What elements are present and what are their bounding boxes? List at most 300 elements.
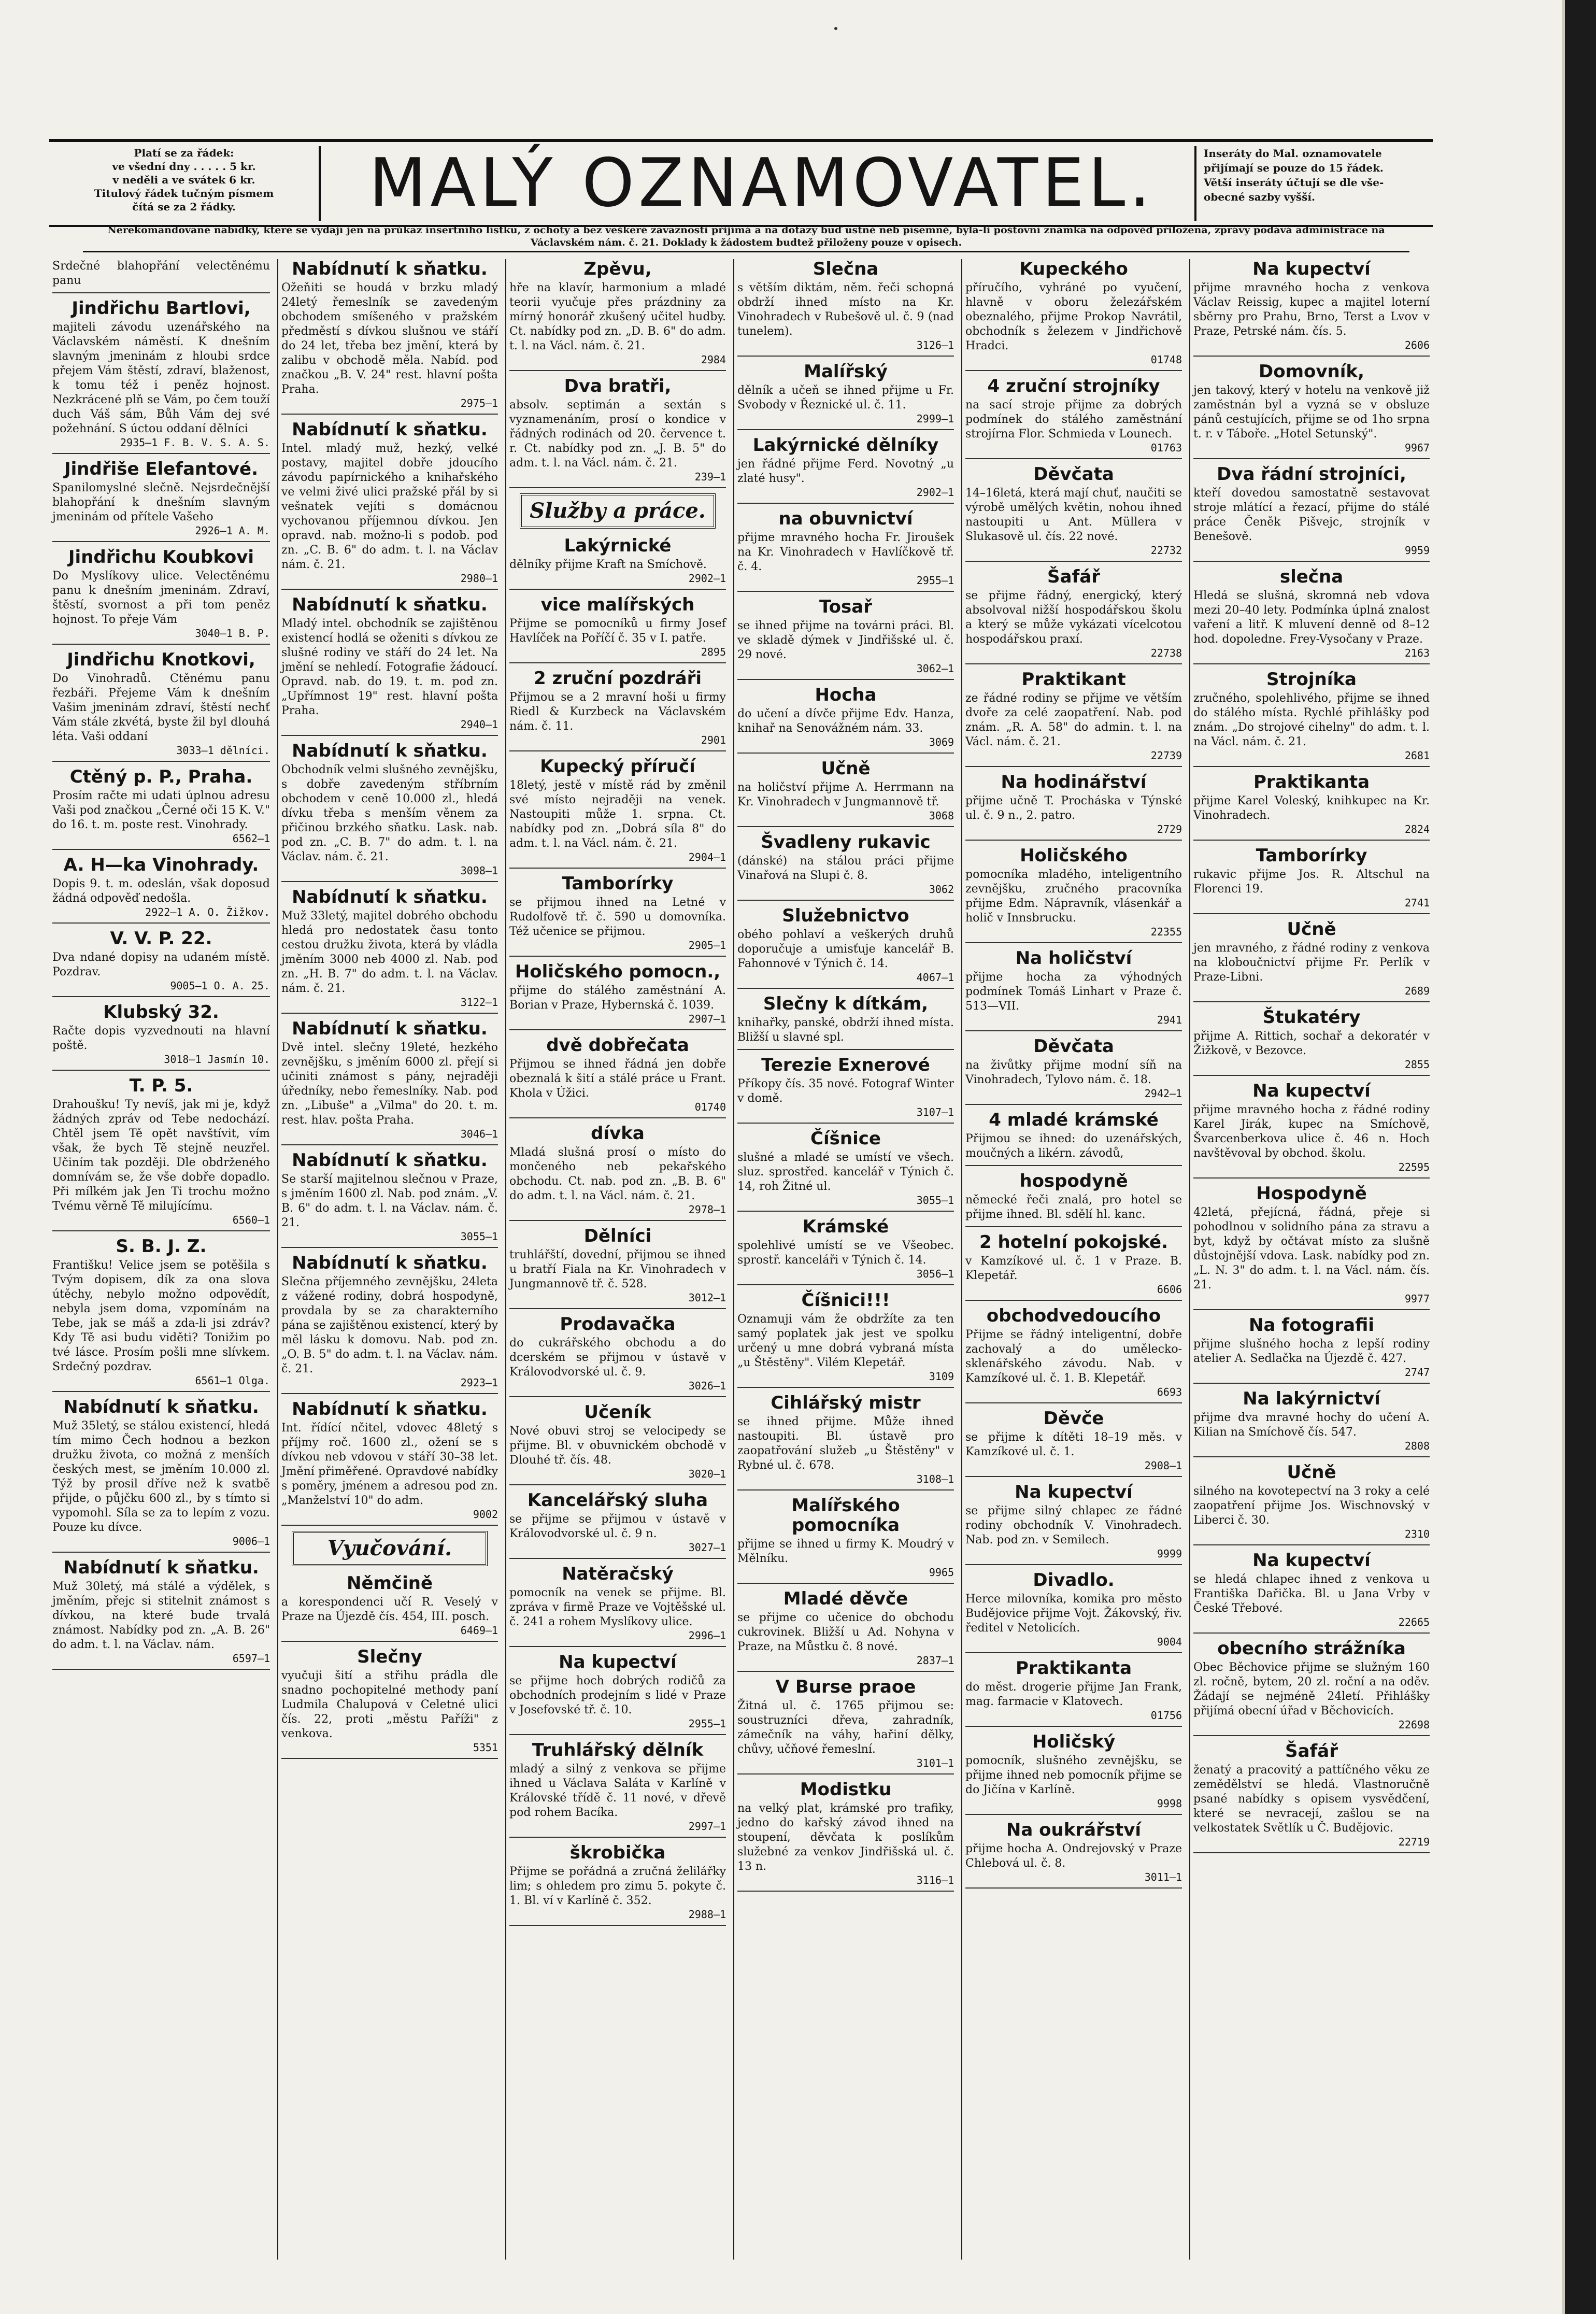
classified-ad	[509, 1740, 726, 1838]
ad-body: Oznamuji vám že obdržíte za ten samý poplatek jak jest ve spolku určený u mne dobrá vybraná místa „u Štěstěny". Vilém Klepetář.	[737, 1313, 954, 1369]
ad-reference: 3116—1	[916, 1874, 954, 1886]
ad-body: přijme slušného hocha z lepší rodiny atelier A. Sedlačka na Újezdě č. 427.	[1193, 1338, 1430, 1365]
ad-headline: Klubský 32.	[103, 1002, 219, 1023]
classified-ad	[509, 1402, 726, 1485]
ad-body: příručího, vyhráné po vyučení, hlavně v oboru železářském obeznalého, přijme Prokop Navrátil, obchodník s železem v Jindřichově Hradci.	[965, 281, 1182, 352]
masthead-conditions	[1194, 146, 1433, 221]
classified-ad	[509, 1035, 726, 1118]
ad-body: pomocníka mladého, inteligentního zevnějšku, zručného pracovníka přijme Edm. Nápravník, vlásenkář a holič v Innsbrucku.	[965, 868, 1182, 925]
classified-ad	[52, 1076, 270, 1231]
classified-ad	[52, 855, 270, 924]
ad-headline: Tamborírky	[1256, 845, 1367, 866]
ad-reference: 9004	[1157, 1636, 1182, 1648]
ad-reference: 3055—1	[460, 1230, 498, 1243]
ad-reference: 2984	[701, 353, 726, 366]
classified-ad	[281, 1019, 498, 1145]
ad-headline: Švadleny rukavic	[761, 832, 931, 853]
ad-headline: Nabídnutí k sňatku.	[292, 1150, 488, 1171]
ad-headline: Ctěný p. P., Praha.	[69, 766, 253, 787]
classified-ad	[965, 772, 1182, 841]
ad-headline: Na fotografii	[1249, 1315, 1374, 1336]
ad-body: rukavic přijme Jos. R. Altschul na Florenci 19.	[1193, 868, 1430, 896]
ad-reference: 2996—1	[688, 1629, 726, 1642]
ad-reference: 2902—1	[916, 486, 954, 499]
ad-reference: 22739	[1150, 749, 1182, 762]
ad-headline: Nabídnutí k sňatku.	[63, 1397, 259, 1417]
ad-body: Nové obuvi stroj se velocipedy se přijme. Bl. v obuvnickém obchodě v Dlouhé tř. čís. 48.	[509, 1425, 726, 1467]
ad-headline: Nabídnutí k sňatku.	[292, 887, 488, 907]
column-2	[277, 259, 501, 2260]
ad-reference: 2980—1	[460, 572, 498, 585]
rate-line: ve všední dny . . . . . 5 kr.	[112, 160, 256, 173]
ad-reference: 9959	[1404, 544, 1430, 557]
classified-ad	[737, 1393, 954, 1490]
ad-headline: Tosař	[819, 597, 872, 617]
classified-ad	[965, 464, 1182, 562]
ad-body: Se starší majitelnou slečnou v Praze, s jměním 1600 zl. Nab. pod znám. „V. B. 6" do adm. t. l. na Václav. nám. č. 21.	[281, 1173, 498, 1229]
ad-headline: Nabídnutí k sňatku.	[292, 1399, 488, 1419]
ad-headline: na obuvnictví	[778, 508, 913, 529]
ad-body: ženatý a pracovitý a pattíčného věku ze zemědělství se hledá. Vlastnoručně psané nabídky s opisem vysvědčení, které se nevracejí, zašlou se na velkostatek Světlík u Č. Budějovic.	[1193, 1764, 1430, 1835]
ad-body: na sací stroje přijme za dobrých podmínek do stálého zaměstnání strojírna Flor. Schmieda v Lounech.	[965, 399, 1182, 441]
ad-headline: obecního strážníka	[1217, 1638, 1406, 1659]
classified-ad	[509, 757, 726, 869]
ad-reference: 2729	[1157, 823, 1182, 835]
classified-ad	[737, 685, 954, 754]
ad-headline: Slečny k dítkám,	[763, 993, 929, 1014]
ad-reference: 01740	[694, 1101, 726, 1113]
ad-headline: Dva řádní strojníci,	[1217, 464, 1406, 485]
ad-headline: Nabídnutí k sňatku.	[292, 1018, 488, 1039]
ad-reference: 2689	[1404, 985, 1430, 997]
ad-headline: V. V. P. 22.	[110, 928, 212, 949]
ad-body: se přijme k dítěti 18–19 měs. v Kamzíkové ul. č. 1.	[965, 1431, 1182, 1458]
ad-reference: 22719	[1398, 1836, 1430, 1848]
classified-ad	[52, 1558, 270, 1670]
ad-headline: Číšnice	[810, 1128, 881, 1149]
ad-headline: Hospodyně	[1256, 1183, 1367, 1204]
ad-reference: 9998	[1157, 1797, 1182, 1810]
classified-ad	[965, 1820, 1182, 1889]
ad-body: s větším diktám, něm. řeči schopná obdrží ihned místo na Kr. Vinohradech v Rubešově ul. č. 9 (nad tunelem).	[737, 281, 954, 338]
classified-ad	[281, 887, 498, 1014]
classified-ad	[509, 1314, 726, 1397]
ad-reference: 01756	[1150, 1709, 1182, 1722]
ad-headline: Nabídnutí k sňatku.	[292, 259, 488, 279]
ad-headline: Služebnictvo	[782, 905, 909, 926]
ad-body: Int. řídící nčitel, vdovec 48letý s příjmy roč. 1600 zl., ožení se s dívkou neb vdovou v stáří 30–38 let. Jmění přiměřené. Opravdové nabídky s poměry, jménem a adresou pod zn. „Manželství 10" do adm.	[281, 1422, 498, 1507]
classified-ad	[737, 1780, 954, 1892]
ad-headline: Děvčata	[1033, 1036, 1114, 1057]
ad-headline: slečna	[1279, 566, 1344, 587]
ad-reference: 6562—1	[232, 832, 270, 845]
ad-body: jen mravného, z řádné rodiny z venkova na kloboučnictví přijme Fr. Perlík v Praze-Libni.	[1193, 942, 1430, 984]
ad-body: 18letý, jestě v místě rád by změnil své místo nejraději na venek. Nastoupiti může 1. srpna. Ct. nabídky pod zn. „Dobrá síla 8" do adm. t. l. na Václ. nám. č. 21.	[509, 779, 726, 850]
ad-headline: Slečny	[357, 1646, 422, 1667]
ad-reference: 3109	[929, 1370, 954, 1383]
section-heading: Služby a práce.	[520, 493, 716, 529]
ad-headline: Lakýrnické dělníky	[752, 435, 939, 456]
ad-headline: Strojníka	[1266, 669, 1357, 690]
ad-reference: 2940—1	[460, 718, 498, 731]
ad-body: přijme Karel Voleský, knihkupec na Kr. Vinohradech.	[1193, 794, 1430, 822]
ad-headline: Šafář	[1285, 1741, 1338, 1762]
ad-body: Prosím račte mi udati úplnou adresu Vaši pod značkou „Černé oči 15 K. V." do 16. t. m. poste rest. Vinohrady.	[52, 789, 270, 831]
ad-reference: 6469—1	[460, 1624, 498, 1637]
classified-ad	[965, 1732, 1182, 1815]
ad-headline: Kancelářský sluha	[527, 1490, 708, 1511]
ad-body: Intel. mladý muž, hezký, velké postavy, majitel dobře jdoucího závodu papírnického a knihařského ve velmi živé ulici pražské přál by si vešnatek vejíti s domácnou vychovanou příjemnou dívkou. Jen opravd. nab. možno-li s podob. pod zn. „C. B. 6" do adm. t. l. na Václav nám. č. 21.	[281, 442, 498, 571]
ad-reference: 22355	[1150, 926, 1182, 938]
classified-ad	[965, 670, 1182, 767]
ad-body: (dánské) na stálou práci přijme Vinařová na Slupi č. 8.	[737, 855, 954, 882]
ad-headline: Malířského pomocníka	[791, 1495, 900, 1536]
ad-reference: 3033—1 dělníci.	[176, 744, 270, 757]
classified-ad	[509, 536, 726, 590]
ad-body: kteří dovedou samostatně sestavovat stroje mlátící a řezací, přijme do stálé práce Čeněk Pišvejc, strojník v Benešově.	[1193, 487, 1430, 543]
classified-columns	[49, 259, 1433, 2260]
ad-body: absolv. septimán a sextán s vyznamenáním, prosí o kondice v řádných rodinách od 20. července t. r. Ct. nabídky pod zn. „J. B. 5" do adm. t. l. na Václ. nám. č. 21.	[509, 399, 726, 470]
ad-headline: 2 hotelní pokojské.	[979, 1232, 1168, 1253]
ad-reference: 2747	[1404, 1366, 1430, 1379]
ad-reference: 9965	[929, 1566, 954, 1579]
classified-ad	[509, 669, 726, 751]
ad-headline: Na lakýrnictví	[1243, 1388, 1380, 1409]
ad-headline: T. P. 5.	[129, 1075, 193, 1096]
classified-ad	[52, 767, 270, 850]
ad-body: Ožeňiti se houdá v brzku mladý 24letý řemeslník se zavedeným obchodem smíšeného v pražském předměstí s dívkou slušnou ve stáří do 24 let, třeba bez jmění, která by zalibu v obchodě měla. Nabíd. pod značkou „B. V. 24" rest. hlavní pošta Praha.	[281, 281, 498, 396]
condition-line: Inseráty do Mal. oznamovatele	[1204, 147, 1382, 160]
ad-reference: 2978—1	[688, 1203, 726, 1216]
ad-body: přijme se ihned u firmy K. Moudrý v Mělníku.	[737, 1538, 954, 1565]
ad-reference: 6561—1 Olga.	[195, 1374, 270, 1387]
ad-headline: dívka	[591, 1123, 645, 1144]
ad-headline: Holičského	[1020, 845, 1128, 866]
ad-reference: 01748	[1150, 353, 1182, 366]
ad-body: jen řádné přijme Ferd. Novotný „u zlaté husy".	[737, 458, 954, 485]
ad-headline: 4 zruční strojníky	[987, 376, 1160, 396]
ad-reference: 2907—1	[688, 1013, 726, 1025]
ad-reference: 2955—1	[916, 574, 954, 587]
ad-reference: 3108—1	[916, 1473, 954, 1485]
ad-reference: 2904—1	[688, 851, 726, 863]
classified-ad	[52, 459, 270, 542]
classified-ad	[965, 1409, 1182, 1477]
ad-body: Herce milovníka, komika pro město Budějovice přijme Vojt. Žákovský, řiv. ředitel v Netolicích.	[965, 1593, 1182, 1635]
ad-body: na živůtky přijme modní síň na Vinohradech, Tylovo nám. č. 18.	[965, 1059, 1182, 1086]
ad-headline: Malířský	[804, 361, 888, 382]
ad-reference: 3046—1	[460, 1128, 498, 1140]
ad-reference: 3018—1 Jasmín 10.	[164, 1053, 270, 1066]
ad-headline: 2 zruční pozdráři	[533, 668, 702, 689]
ad-reference: 22665	[1398, 1616, 1430, 1628]
ad-headline: S. B. J. Z.	[116, 1236, 207, 1257]
ad-headline: Slečna	[813, 259, 879, 279]
classified-ad	[1193, 772, 1430, 841]
ad-reference: 2975—1	[460, 397, 498, 409]
ad-reference: 9967	[1404, 442, 1430, 454]
ad-reference: 2997—1	[688, 1820, 726, 1833]
column-6	[1189, 259, 1433, 2260]
ad-body: vyučuji šití a střihu prádla dle snadno pochopitelné methody paní Ludmila Chalupová v Celetné ulici čís. 22, proti „městu Paříži" z venkova.	[281, 1669, 498, 1740]
ad-reference: 239—1	[694, 471, 726, 483]
ad-body: Přijme se pomocníků u firmy Josef Havlíček na Poříčí č. 35 v I. patře.	[509, 617, 726, 645]
ad-reference: 22738	[1150, 647, 1182, 659]
classified-ad	[509, 376, 726, 488]
classified-ad	[965, 1037, 1182, 1105]
ad-body: přijme hocha A. Ondrejovský v Praze Chlebová ul. č. 8.	[965, 1842, 1182, 1870]
ad-headline: škrobička	[569, 1842, 666, 1863]
ad-reference: 2681	[1404, 749, 1430, 762]
classified-ad	[965, 1570, 1182, 1653]
classified-ad	[1193, 1741, 1430, 1853]
ad-body: Přijmou se ihned: do uzenářských, moučných a likérn. závodů,	[965, 1132, 1182, 1160]
ad-headline: Natěračský	[562, 1564, 674, 1584]
rate-line: čítá se za 2 řádky.	[132, 201, 236, 213]
ad-body: přijme mravného hocha z venkova Václav Reissig, kupec a majitel loterní sběrny pro Prahu, Brno, Terst a Lvov v Praze, Petrské nám. čís. 5.	[1193, 281, 1430, 338]
ad-headline: Jindřichu Knotkovi,	[67, 649, 255, 670]
ad-body: se přijme řádný, energický, který absolvoval nižší hospodářskou školu a který se může vykázati vícelcotou hospodářskou praxí.	[965, 589, 1182, 646]
ad-body: Spanilomyslné slečně. Nejsrdečnější blahopřání k dnešním slavným jmeninám od přítele Vašeho	[52, 481, 270, 523]
ad-reference: 01763	[1150, 442, 1182, 454]
ad-headline: Krámské	[802, 1216, 889, 1237]
ad-headline: Na holičství	[1015, 948, 1132, 969]
masthead-notice: Nerekomandované nabídky, které se vydají jen na průkaz insertního lístku, z ochoty a bez veškeré závaznosti přijímá a na dotazy buď ústně neb písemně, byla-li poštovní známka na odpověď přiložena, zprávy podává administrace na Václavském nám. č. 21. Doklady k žádostem budtež přiloženy pouze v opisech.	[83, 224, 1409, 252]
condition-line: obecné sazby vyšší.	[1204, 191, 1315, 203]
ad-reference: 2922—1 A. O. Žižkov.	[145, 906, 270, 918]
ad-headline: Kupeckého	[1019, 259, 1128, 279]
ad-reference: 9002	[473, 1508, 498, 1521]
ad-headline: Jindřichu Bartlovi,	[72, 298, 251, 319]
ad-headline: Němčině	[346, 1573, 433, 1594]
ad-reference: 6597—1	[232, 1652, 270, 1665]
ad-body: truhlářští, dovední, přijmou se ihned u bratří Fiala na Kr. Vinohradech v Jungmannově tř. č. 528.	[509, 1248, 726, 1290]
ad-body: přijme dva mravné hochy do učení A. Kilian na Smíchově čís. 547.	[1193, 1411, 1430, 1439]
ad-body: Dvě intel. slečny 19leté, hezkého zevnějšku, s jměním 6000 zl. přejí si učiniti známost s pány, nejraději úředníky, nebo řemeslníky. Nab. pod zn. „Libuše" a „Vilma" do 20. t. m. rest. hlav. pošta Praha.	[281, 1041, 498, 1127]
classified-ad	[1193, 1081, 1430, 1179]
ad-headline: Truhlářský dělník	[532, 1740, 704, 1761]
ad-body: Do Myslíkovy ulice. Velectěnému panu k dnešním jmeninám. Zdraví, štěstí, svornost a při tom peněz hojnost. To přeje Vám	[52, 570, 270, 626]
ad-reference: 9006—1	[232, 1535, 270, 1548]
ad-headline: Učně	[821, 758, 871, 779]
classified-ad	[737, 1677, 954, 1774]
ad-body: obého pohlaví a veškerých druhů doporučuje a umisťuje kancelář B. Fahonnové v Týnich č. 14.	[737, 928, 954, 970]
ad-reference: 4067—1	[916, 971, 954, 984]
ad-reference: 2908—1	[1144, 1459, 1182, 1472]
ad-headline: Modistku	[800, 1779, 892, 1800]
classified-ad	[737, 362, 954, 430]
ad-body: do měst. drogerie přijme Jan Frank, mag. farmacie v Klatovech.	[965, 1681, 1182, 1708]
ad-headline: Lakýrnické	[564, 535, 672, 556]
ad-body: 14–16letá, která mají chuť, naučiti se výrobě umělých květin, nohou ihned nastoupiti u Ant. Müllera v Slukasově ul. čís. 22 nové.	[965, 487, 1182, 543]
ad-body: se přijme co učenice do obchodu cukrovinek. Bližší u Ad. Nohyna v Praze, na Můstku č. 8 nové.	[737, 1611, 954, 1653]
classified-ad	[737, 1290, 954, 1388]
ad-reference: 22595	[1398, 1161, 1430, 1173]
ad-reference: 3026—1	[688, 1380, 726, 1392]
ad-headline: Holičský	[1032, 1731, 1116, 1752]
ad-body: dělník a učeň se ihned přijme u Fr. Svobody v Řeznické ul. č. 11.	[737, 384, 954, 411]
classified-ad	[509, 1652, 726, 1735]
ad-reference: 2955—1	[688, 1717, 726, 1730]
ad-reference: 2855	[1404, 1058, 1430, 1071]
ad-reference: 5351	[473, 1741, 498, 1754]
ad-reference: 2606	[1404, 339, 1430, 351]
classified-ad	[737, 832, 954, 901]
ad-body: dělníky přijme Kraft na Smíchově.	[509, 558, 707, 571]
classified-ad	[737, 597, 954, 680]
ad-body: Mladá slušná prosí o místo do mončeného neb pekařského obchodu. Ct. nab. pod zn. „B. B. 6" do adm. t. l. na Václ. nám. č. 21.	[509, 1146, 726, 1202]
classified-ad	[281, 595, 498, 736]
classified-ad	[509, 1124, 726, 1221]
ad-reference: 3062	[929, 883, 954, 896]
ad-body: zručného, spolehlivého, přijme se ihned do stálého místa. Rychlé přihlášky pod znám. „Do strojové cihelny" do adm. t. l. na Václ. nám. č. 21.	[1193, 692, 1430, 748]
classified-ad	[281, 259, 498, 415]
classified-ad	[737, 906, 954, 989]
classified-ad	[509, 874, 726, 957]
column-5	[961, 259, 1185, 2260]
classified-ad	[737, 259, 954, 357]
ad-body: na velký plat, krámské pro trafiky, jedno do kařský závod ihned na stoupení, děvčata k poslíkům služebné za venkov Jindřišská ul. č. 13 n.	[737, 1802, 954, 1873]
ad-reference: 3027—1	[688, 1541, 726, 1554]
ad-body: hře na klavír, harmonium a mladé teorii vyučuje přes prázdniny za mírný honorář zkušený učitel hudby. Ct. nabídky pod zn. „D. B. 6" do adm. t. l. na Václ. nám. č. 21.	[509, 281, 726, 352]
ad-headline: A. H—ka Vinohrady.	[63, 855, 259, 875]
ad-headline: Nabídnutí k sňatku.	[63, 1557, 259, 1578]
classified-ad	[509, 259, 726, 371]
ad-reference: 9999	[1157, 1548, 1182, 1560]
classified-ad	[509, 1843, 726, 1926]
ad-headline: Praktikanta	[1015, 1658, 1132, 1679]
ad-headline: Učně	[1287, 1462, 1336, 1483]
ad-reference: 2808	[1404, 1440, 1430, 1452]
ad-headline: Na hodinářství	[1001, 772, 1147, 792]
ad-body: Františku! Velice jsem se potěšila s Tvým dopisem, dík za ona slova útěchy, nebylo možno odpovědít, nebyla jsem doma, vzpomínám na Tebe, jak se máš a zda-li jsi zdráv? Kdy Tě asi budu viděti? Tonižim po tvé lásce. Prosím pošli mne slívkem. Srdečný pozdrav.	[52, 1259, 270, 1373]
ad-headline: hospodyně	[1019, 1171, 1128, 1191]
classified-ad	[281, 1151, 498, 1248]
classified-ad	[965, 567, 1182, 664]
ad-headline: Dva bratři,	[564, 376, 672, 396]
ad-reference: 2824	[1404, 823, 1430, 835]
ad-headline: Nabídnutí k sňatku.	[292, 1253, 488, 1273]
ad-body: Slečna příjemného zevnějšku, 24leta z vážené rodiny, dobrá hospodyně, provdala by se za charakterního pána se zajištěnou existencí, který by měl lásku k domovu. Nab. pod zn. „O. B. 5" do adm. t. l. na Václav. nám. č. 21.	[281, 1275, 498, 1375]
ad-body: Dva ndané dopisy na udaném místě. Pozdrav.	[52, 951, 270, 978]
ad-body: pomocník, slušného zevnějšku, se přijme ihned neb pomocník přijme se do Jičína v Karlíně.	[965, 1754, 1182, 1796]
ad-reference: 2837—1	[916, 1654, 954, 1667]
classified-ad	[1193, 1315, 1430, 1384]
ad-reference: 2901	[701, 734, 726, 746]
ad-body: se přijmou ihned na Letné v Rudolfově tř. č. 590 u domovníka. Též učenice se přijmou.	[509, 896, 726, 938]
ad-reference: 2902—1	[688, 572, 726, 585]
ad-body: silného na kovotepectví na 3 roky a celé zaopatření přijme Jos. Wischnovský v Liberci č. 30.	[1193, 1485, 1430, 1527]
condition-line: přijímají se pouze do 15 řádek.	[1204, 162, 1384, 174]
rate-line: Platí se za řádek:	[134, 147, 234, 159]
masthead-title: MALÝ OZNAMOVATEL.	[369, 145, 1155, 222]
ad-reference: 2895	[701, 646, 726, 658]
ad-body: knihařky, panské, obdrží ihned místa. Bližší u slavné spl.	[737, 1016, 954, 1044]
ad-reference: 3126—1	[916, 339, 954, 351]
classified-ad	[1193, 846, 1430, 914]
column-4	[733, 259, 957, 2260]
classified-ad	[1193, 1389, 1430, 1457]
column-3	[505, 259, 729, 2260]
ad-body: přijme učně T. Procháska v Týnské ul. č. 9 n., 2. patro.	[965, 794, 1182, 822]
ad-body: Muž 30letý, má stálé a výdělek, s jměním, přejc si stitelnit známost s dívkou, na které bude trvalá známost. Nabídky pod zn. „A. B. 26" do adm. t. l. na Václav. nám.	[52, 1580, 270, 1651]
ad-reference: 22732	[1150, 544, 1182, 557]
ad-reference: 3055—1	[916, 1194, 954, 1206]
ad-reference: 2923—1	[460, 1376, 498, 1389]
ad-reference: 6693	[1157, 1386, 1182, 1398]
column-1	[49, 259, 273, 2260]
ad-headline: Hocha	[815, 685, 877, 705]
classified-ad	[52, 259, 270, 293]
section-heading: Vyučování.	[292, 1531, 488, 1566]
classified-ad	[509, 595, 726, 663]
ad-body: Přijme se pořádná a zručná želilářky lim; s ohledem pro zimu 5. pokyte č. 1. Bl. ví v Karlíně č. 352.	[509, 1865, 726, 1907]
ad-body: přijme mravného hocha Fr. Jiroušek na Kr. Vinohradech v Havlíčkově tř. č. 4.	[737, 531, 954, 573]
ad-headline: Štukatéry	[1262, 1007, 1361, 1028]
classified-ad	[737, 994, 954, 1050]
ad-reference: 3062—1	[916, 662, 954, 675]
classified-ad	[52, 299, 270, 454]
ad-reference: 2905—1	[688, 939, 726, 952]
ad-body: Přijmou se a 2 mravní hoši u firmy Riedl & Kurzbeck na Václavském nám. č. 11.	[509, 691, 726, 733]
ad-body: Srdečné blahopřání velectěnému panu	[52, 260, 270, 287]
ad-headline: Na kupectví	[1252, 1550, 1371, 1571]
ad-headline: Kupecký příručí	[540, 756, 695, 777]
ad-body: Hledá se slušná, skromná neb vdova mezi 20–40 lety. Podmínka úplná znalost vaření a litř. K mluvení denně od 8–12 hod. dopoledne. Frey-Vysočany v Praze.	[1193, 589, 1430, 646]
ad-body: slušné a mladé se umístí ve všech. sluz. sprostřed. kancelář v Týnich č. 14, roh Žitné ul.	[737, 1151, 954, 1193]
classified-ad	[737, 1589, 954, 1672]
ad-body: Muž 33letý, majitel dobrého obchodu hledá pro nedostatek času tonto cestou družku života, která by vládla jměním 3000 neb 4000 zl. Nab. pod zn. „H. B. 7" do adm. t. l. na Václav. nám. č. 21.	[281, 910, 498, 995]
classified-ad	[1193, 567, 1430, 664]
ad-body: spolehlivé umístí se ve Všeobec. sprostř. kanceláři v Týnich č. 14.	[737, 1239, 954, 1267]
classified-ad	[52, 1237, 270, 1392]
masthead-rates	[49, 146, 321, 221]
classified-ad	[965, 376, 1182, 459]
ad-reference: 6606	[1157, 1283, 1182, 1296]
ad-headline: Zpěvu,	[583, 259, 652, 279]
classified-ad	[965, 1232, 1182, 1301]
ad-body: Račte dopis vyzvednouti na hlavní poště.	[52, 1025, 270, 1052]
ad-body: mladý a silný z venkova se přijme ihned u Václava Saláta v Karlíně v Královské třídě č. 11 nové, v dřevě pod rohem Bacíka.	[509, 1763, 726, 1819]
ad-headline: Děvče	[1043, 1408, 1104, 1429]
ad-headline: Učeník	[584, 1402, 651, 1423]
classified-ad	[281, 1253, 498, 1394]
classified-ad	[965, 1110, 1182, 1166]
classified-ad	[965, 1306, 1182, 1403]
ad-body: se ihned přijme. Může ihned nastoupiti. Bl. ústavě pro zaopatřování služeb „u Štěstěny" v Rybné ul. č. 678.	[737, 1415, 954, 1472]
classified-ad	[1193, 362, 1430, 459]
ad-body: Muž 35letý, se stálou existencí, hledá tím mimo Čech hodnou a bezkon družku života, co možná z menších českých mest, se jměním 10.000 zl. Týž by prosil dříve než k svatbě přijde, o půjčku 600 zl., by s tímto si vypomohl. Síla se za to lepím z vozu. Pouze ku dívce.	[52, 1419, 270, 1534]
ad-reference: 2941	[1157, 1014, 1182, 1026]
ad-headline: Praktikant	[1021, 669, 1126, 690]
ad-headline: Holičského pomocn.,	[515, 961, 721, 982]
ad-reference: 9977	[1404, 1293, 1430, 1305]
ad-body: Mladý intel. obchodník se zajištěnou existencí hodlá se oženiti s dívkou ze slušné rodiny ve stáří do 24 let. Na jmění se nehledí. Fotografie žádoucí. Opravd. nab. do 19. t. m. pod zn. „Upřímnost 19" rest. hlavní pošta Praha.	[281, 617, 498, 717]
ad-headline: Číšnici!!!	[801, 1290, 890, 1311]
classified-ad	[509, 962, 726, 1030]
ad-reference: 3012—1	[688, 1291, 726, 1304]
classified-ad	[52, 1002, 270, 1071]
ad-headline: Nabídnutí k sňatku.	[292, 419, 488, 440]
classified-ad	[1193, 259, 1430, 357]
classified-ad	[737, 1129, 954, 1212]
ad-body: na holičství přijme A. Herrmann na Kr. Vinohradech v Jungmannově tř.	[737, 781, 954, 808]
ad-headline: Nabídnutí k sňatku.	[292, 594, 488, 615]
ad-body: německé řeči znalá, pro hotel se přijme ihned. Bl. sdělí hl. kanc.	[965, 1194, 1182, 1221]
ad-body: Přijmou se ihned řádná jen dobře obeznalá k šití a stálé práce u Frant. Khola v Úžici.	[509, 1058, 726, 1100]
ad-body: Přijme se řádný inteligentní, dobře zachovalý a do umělecko-sklenářského závodu. Nab. v Kamzíkové ul. č. 1. B. Klepetář.	[965, 1328, 1182, 1385]
ad-body: přijme hocha za výhodných podmínek Tomáš Linhart v Praze č. 513—VII.	[965, 971, 1182, 1013]
